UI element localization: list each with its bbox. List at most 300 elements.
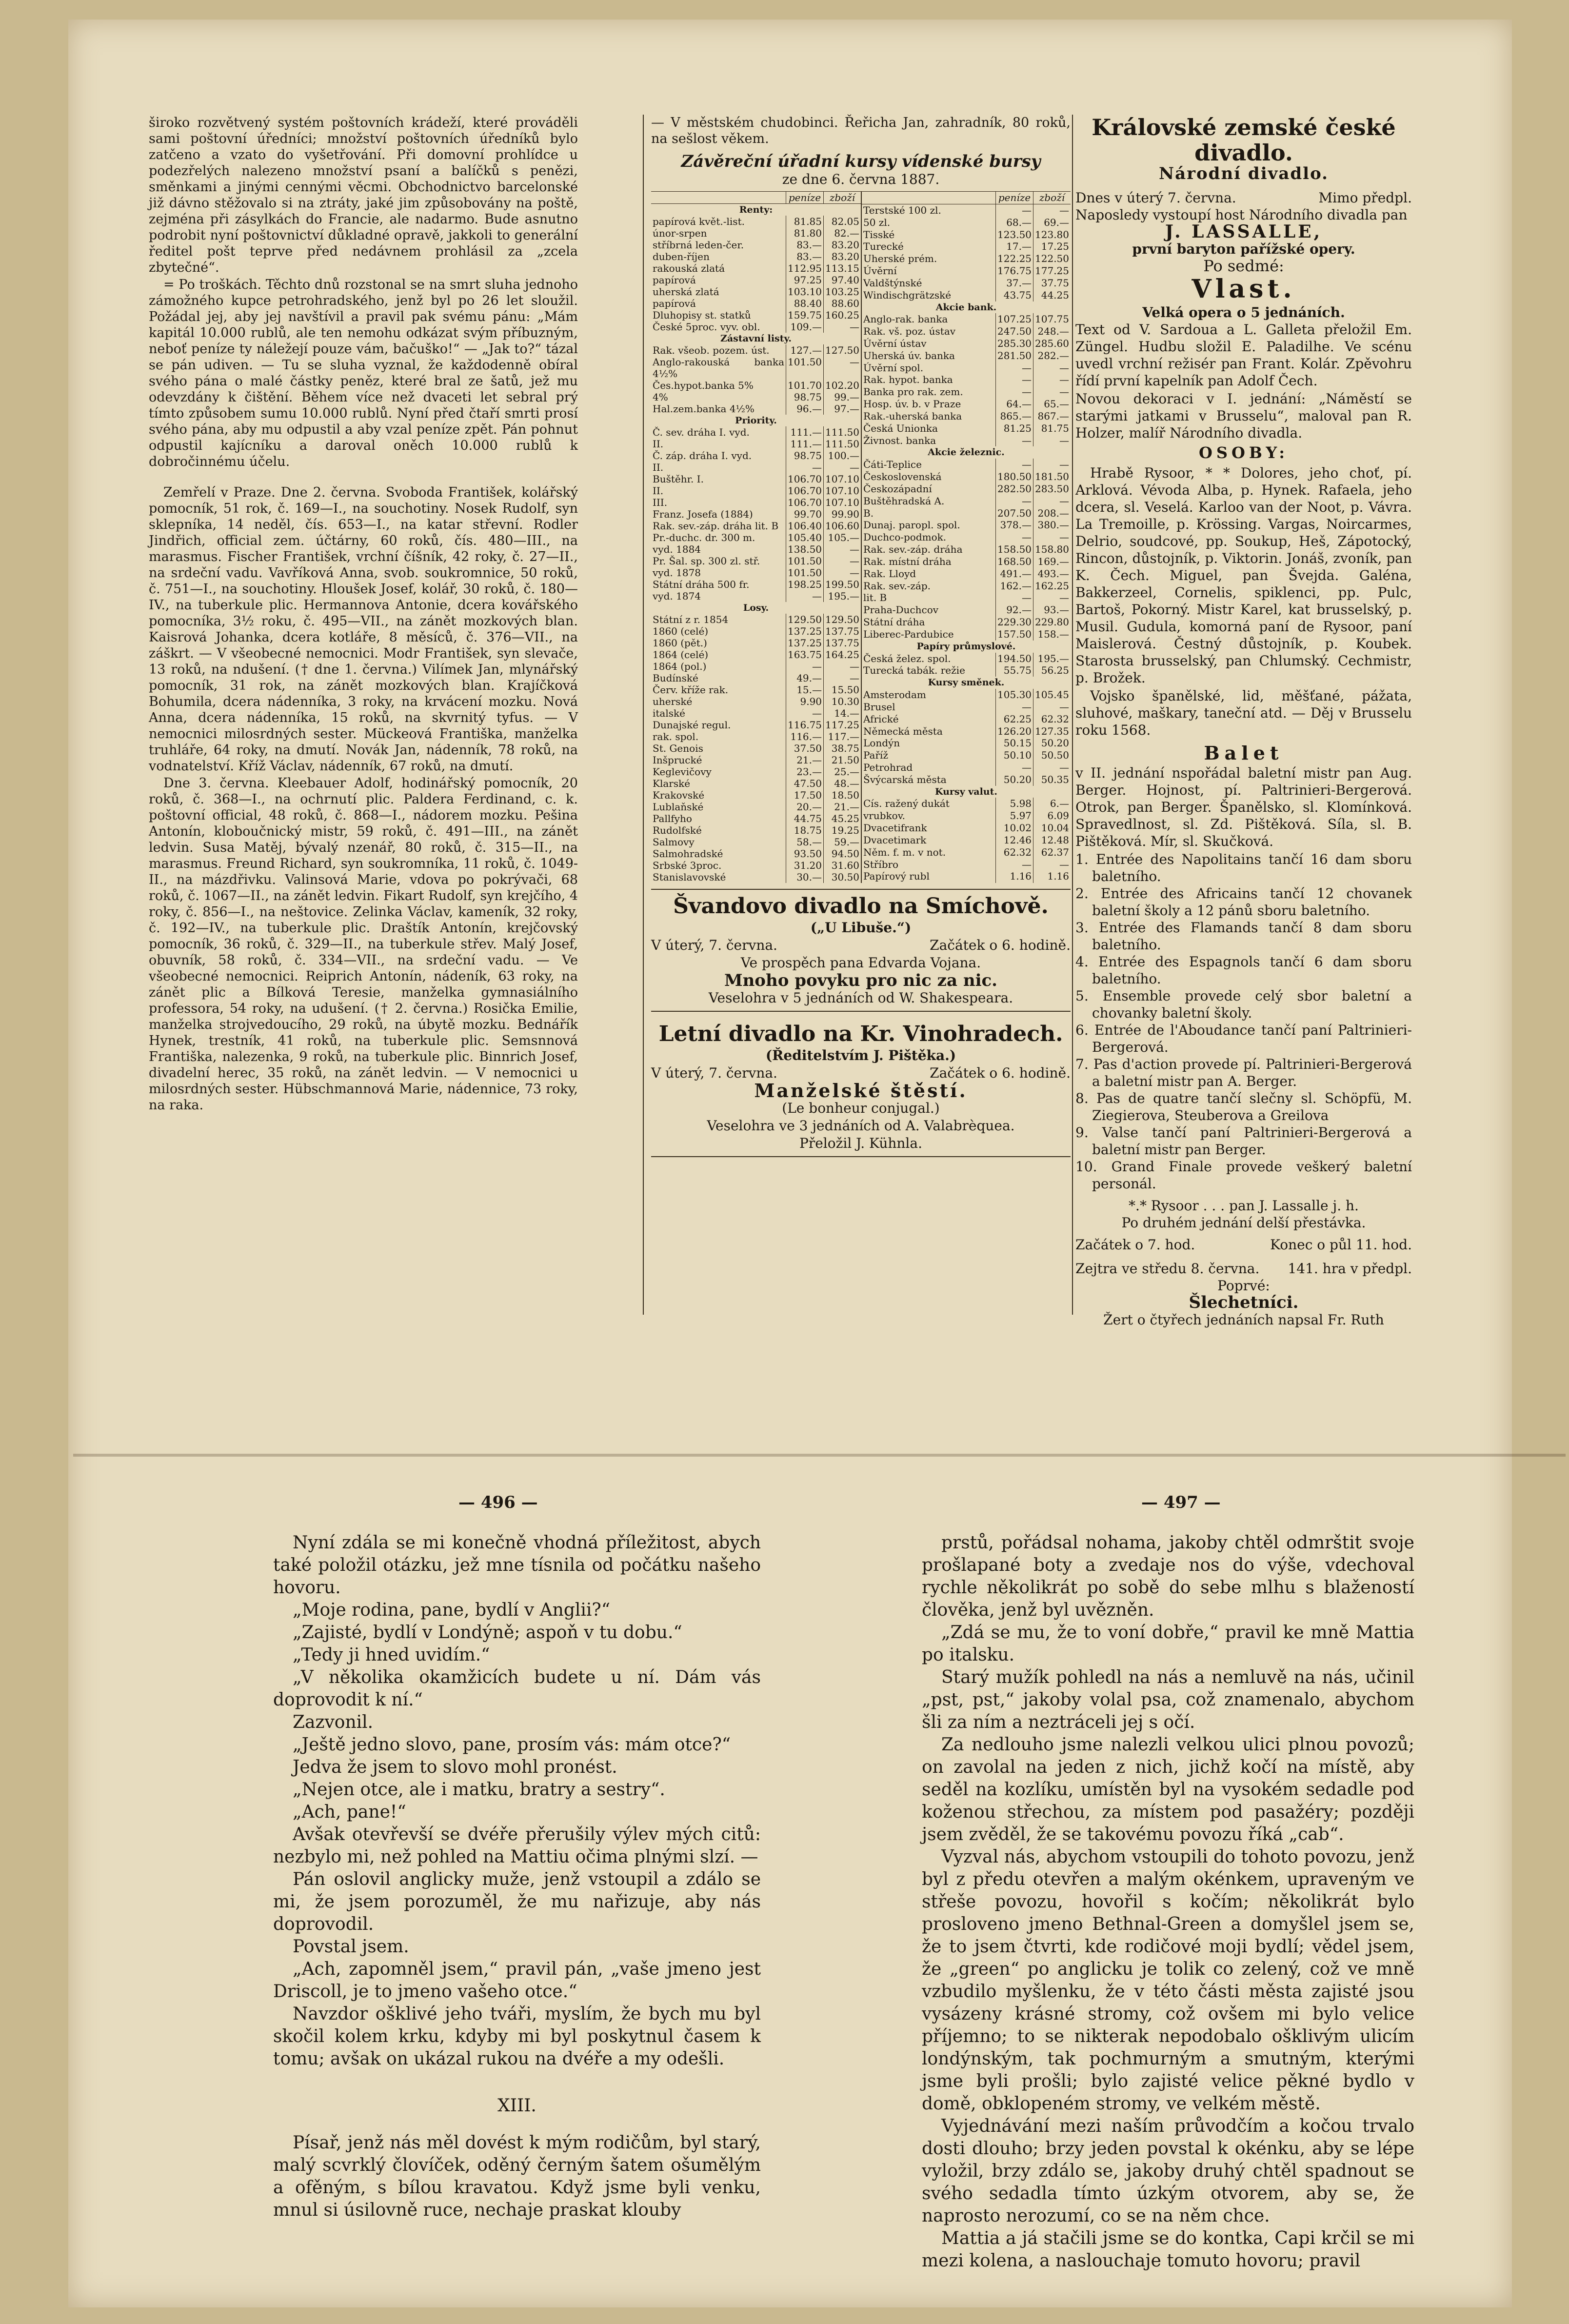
stock-row [651, 543, 861, 555]
stock-money: 47.50 [786, 778, 824, 789]
theatre-title: Královské zemské české divadlo. [1092, 114, 1396, 166]
novel-paragraph: Písař, jenž nás měl dovést k mým rodičům, byl starý, malý scvrklý človíček, oděný černým šatem ošumělým a ofěným, s bílou kravatou. Když jsme byli venku, mnul si úsilovně ruce, nechaje praskat klouby [273, 2133, 761, 2220]
stock-row [651, 813, 861, 824]
stock-goods: 493.— [1033, 568, 1071, 580]
stock-goods: 94.50 [824, 848, 861, 860]
stock-row [861, 253, 1071, 265]
stock-row [651, 754, 861, 766]
stock-goods: 69.— [1033, 217, 1071, 229]
stock-goods: 867.— [1033, 410, 1071, 422]
stock-money: — [996, 859, 1033, 871]
stock-goods: 82.05 [824, 216, 861, 227]
next-desc: Žert o čtyřech jednáních napsal Fr. Ruth [1103, 1312, 1384, 1328]
stock-name: Inšprucké [653, 754, 702, 766]
stock-date: ze dne 6. června 1887. [782, 171, 940, 187]
performance-count: Po sedmé: [1203, 257, 1284, 275]
stock-goods: 105.45 [1033, 689, 1071, 701]
deaths-article-2: Dne 3. června. Kleebauer Adolf, hodinářský pomocník, 20 roků, č. 368—I., na ochrnutí plic. Paldera Ferdinand, c. k. poštovní official, 48 roků, č. 868—I., nádorem mozku. Pešina Antonín, kloboučnický mistr, 59 roků, č. 491—III., na zánět ledvin. Susa Matěj, bývalý nzenář, 80 roků, č. 315—II., na marasmus. Freund Richard, syn soukromníka, 11 roků, č. 1049-II., na mázdřivku. Valinsová Marie, vdova po pokrývači, 68 roků, č. 1067—II., na zánět ledvin. Fikart Rudolf, syn krejčího, 4 roky, č. 856—I., na neštovice. Zelinka Václav, kameník, 32 roky, č. 192—IV., na tuberkule plic. Draštík Antonín, krejčovský pomocník, 36 roků, č. 329—II., na tuberkule střev. Malý Josef, obuvník, 58 roků, č. 334—VII., na srdeční vadu. — Ve všeobecné nemocnici. Reiprich Antonín, nádeník, 63 roky, na zánět plic a Bílková Teresie, manželka gymnasiálního professora, 54 roky, na udušení. († 2. června.) Rosička Emilie, manželka strojvedoucího, 29 roků, na úbytě mozku. Bednářík Hynek, trestník, 41 roků, na tuberkule plic. Semsnnová Františka, nalezenka, 9 roků, na tuberkule plic. Binnrich Josef, divadelní herec, 35 roků, na zánět ledvin. — V nemocnici u milosrdných sester. Hübschmannová Marie, nádennice, 73 roky, na raka. [149, 776, 578, 1113]
guest-desc: první baryton pařížské opery. [1132, 241, 1355, 257]
stock-row [651, 356, 861, 380]
stock-row [861, 664, 1071, 677]
stock-row [651, 426, 861, 438]
stock-goods: 111.50 [824, 438, 861, 450]
rysoor-note: *.* Rysoor . . . pan J. Lassalle j. h. [1129, 1198, 1359, 1214]
stock-goods: 97.— [824, 403, 861, 415]
stock-row [651, 696, 861, 707]
stock-money: 58.— [786, 836, 824, 848]
ballet-intro: v II. jednání nspořádal baletní mistr pan Aug. Berger. Hojnost, pí. Paltrinieri-Bergerová. Otrok, pan Berger. Španělsko, sl. Klomínková. Spravedlnost, sl. Zd. Pištěková. Síla, sl. B. Pištěková. Mír, sl. Skučková. [1075, 765, 1412, 849]
stock-name: Úvěrní spol. [863, 361, 924, 374]
stock-row [651, 590, 861, 602]
novel-paragraph: Vyzval nás, abychom vstoupili do tohoto povozu, jenž byl z předu otevřen a malým okénkem, upraveným ve střeše povozu, hovořil s kočím; několikrát bylo prosloveno jmeno Bethnal-Green a domyšlel jsem se, že to jsem čtvrti, kde rodičové moji bydlí; vědel jsem, že „green“ po anglicku je tolik co zelený, což ve mně vzbudilo myšlenku, že v této části města zajisté jsou vysázeny krásné stromy, což ovšem mi bylo velice příjemno; to se nikterak nepodobalo ošklivým ulicím londýnským, tak pochmurným a smutným, kterými jsme byli prošli; bylo zajisté velice pěkné bydlo v domě, obklopeném stromy, ve velkém městě. [922, 1847, 1414, 2114]
news-column-middle [651, 115, 1071, 1157]
stock-name: papírová [653, 298, 696, 309]
ballet-item: 2. Entrée des Africains tančí 12 chovanek baletní školy a 12 pánů sboru baletního. [1075, 885, 1412, 919]
stock-goods: 38.75 [824, 742, 861, 754]
novel-paragraph: „Tedy ji hned uvidím.“ [293, 1645, 490, 1665]
stock-name: Salmovy [653, 836, 695, 848]
stock-name: Pr.-duchc. dr. 300 m. [653, 532, 755, 543]
stock-row [651, 508, 861, 520]
stock-name: II. [653, 485, 664, 497]
stock-name: Uherské prém. [863, 253, 937, 265]
stock-row [861, 277, 1071, 289]
svandovo-start: Začátek o 6. hodině. [930, 937, 1071, 953]
stock-row [861, 289, 1071, 301]
stock-money: — [996, 761, 1033, 774]
stock-goods: 103.25 [824, 286, 861, 298]
stock-goods: — [824, 567, 861, 579]
stock-goods: 158.80 [1033, 543, 1071, 556]
stock-money: — [996, 374, 1033, 386]
stock-name: Srbské 3proc. [653, 860, 722, 871]
stock-row [651, 579, 861, 590]
ballet-item: 4. Entrée des Espagnols tančí 6 dam sboru baletního. [1075, 954, 1412, 987]
stock-money: 865.— [996, 410, 1033, 422]
svandovo-when: V úterý, 7. června. [651, 937, 777, 953]
stock-row [651, 625, 861, 637]
novel-paragraph: Jedva že jsem to slovo mohl pronést. [293, 1757, 617, 1777]
news-column-left [149, 115, 578, 1114]
stock-name: Rak.-uherská banka [863, 410, 962, 422]
stock-money: 106.40 [786, 520, 824, 532]
stock-money: 62.25 [996, 713, 1033, 725]
stock-money: 20.— [786, 801, 824, 813]
stock-name: Anglo-rak. banka [863, 313, 948, 325]
letni-start: Začátek o 6. hodině. [930, 1065, 1071, 1081]
stock-money: 106.70 [786, 473, 824, 485]
stock-row [651, 649, 861, 661]
stock-name: II. [653, 438, 664, 450]
novel-paragraph: Pán oslovil anglicky muže, jenž vstoupil a zdálo se mi, že jsem porozuměl, že mu nařizuje, aby nás doprovodil. [273, 1869, 761, 1934]
stock-goods: — [824, 543, 861, 555]
stock-name: III. [653, 497, 668, 508]
stock-name: Tisské [863, 228, 895, 240]
stock-goods: 18.50 [824, 789, 861, 801]
stock-money: 21.— [786, 754, 824, 766]
stock-goods: — [1033, 701, 1071, 713]
stock-row [651, 520, 861, 532]
tomorrow-date: Zejtra ve středu 8. června. [1075, 1261, 1260, 1277]
stock-goods: 62.32 [1033, 713, 1071, 725]
stock-row [651, 403, 861, 415]
stock-row [861, 774, 1071, 786]
start-time: Začátek o 7. hod. [1075, 1237, 1195, 1253]
stock-name: B. [863, 507, 874, 519]
stock-row [861, 859, 1071, 871]
column-rule-1 [643, 115, 644, 1315]
stock-row [861, 653, 1071, 665]
stock-name: Lublaňské [653, 801, 704, 813]
stock-name: 1860 (pět.) [653, 637, 707, 649]
stock-name: Č. sev. dráha I. vyd. [653, 426, 750, 438]
stock-row [861, 641, 1071, 653]
stock-goods: 107.10 [824, 485, 861, 497]
stock-goods: 6.09 [1033, 810, 1071, 822]
stock-goods: 83.20 [824, 251, 861, 262]
stock-goods: — [1033, 592, 1071, 604]
stock-row [861, 725, 1071, 738]
stock-goods: — [824, 555, 861, 567]
stock-money: 50.15 [996, 737, 1033, 749]
tomorrow-note: 141. hra v předpl. [1288, 1261, 1412, 1277]
stock-goods: 111.50 [824, 426, 861, 438]
stock-row [651, 391, 861, 403]
stock-goods: 65.— [1033, 398, 1071, 410]
stock-money: 5.98 [996, 798, 1033, 810]
stock-money: 92.— [996, 604, 1033, 616]
stock-row [861, 677, 1071, 689]
novel-paragraph: „Ach, zapomněl jsem,“ pravil pán, „vaše jmeno jest Driscoll, je to jmeno vašeho otce.“ [273, 1959, 761, 2002]
stock-goods: 83.20 [824, 239, 861, 251]
stock-goods: 25.— [824, 766, 861, 778]
stock-name: Rak. hypot. banka [863, 374, 953, 386]
cast-list: Hrabě Rysoor, * * Dolores, jeho choť, pí. Arklová. Vévoda Alba, p. Hynek. Rafaela, jeho dcera, sl. Veselá. Karloo van der Noot, p. Vávra. La Tremoille, p. Krössing. Vargas, Noircarmes, Delrio, soudcové, pp. Soukup, Heš, Zápotocký, Rincon, důstojník, p. Viktorin. Jonáš, zvoník, pan K. Čech. Miguel, pan Švejda. Galéna, Bakkerzeel, Cornelis, spiklenci, pp. Pulc, Bartoš, Pokorný. Mistr Karel, kat brusselský, p. Musil. Gudula, komorná paní de Rysoor, paní Maislerová. Čestný důstojník, p. Koubek. Starosta brusselský, pan Chlumský. Cechmistr, p. Brožek. [1075, 465, 1412, 686]
stock-row [861, 810, 1071, 822]
stock-money: 112.95 [786, 262, 824, 274]
stock-goods: 97.40 [824, 274, 861, 286]
stock-money: 83.— [786, 239, 824, 251]
stock-row [651, 473, 861, 485]
stock-row [861, 301, 1071, 314]
stock-money: 137.25 [786, 625, 824, 637]
stock-money: — [786, 461, 824, 473]
stock-name: Pallfyho [653, 813, 692, 824]
stock-goods: — [824, 356, 861, 380]
stock-goods: 62.37 [1033, 846, 1071, 859]
stock-money: 68.— [996, 217, 1033, 229]
postal-theft-article: široko rozvětvený systém poštovních krádeží, které prováděli sami poštovní úředníci; množství poštovních úředníků bylo zatčeno a vzato do vyšetřování. Při domovní prohlídce u podezřelých nalezeno množství psaní a balíčků s penězi, směnkami a jinými cennými věcmi. Obchodnictvo barcelonské již dávno stěžovalo si na ztráty, jaké jim způsobovány na poště, zejména při zásylkách do Francie, ale nadarmo. Bude asnutno podrobit nyní poštovnictví důkladné opravě, jakkoli to generální ředitel pošt teprve před nedávnem prohlásil za „zcela zbytečné“. [149, 115, 578, 275]
stock-row [651, 672, 861, 684]
stock-row [651, 309, 861, 321]
stock-row [861, 870, 1071, 883]
stock-goods: 123.80 [1033, 229, 1071, 241]
stock-name: rak. spol. [653, 731, 699, 742]
stock-money: — [786, 661, 824, 672]
stock-money: 83.— [786, 251, 824, 262]
stock-row [651, 661, 861, 672]
stock-goods: 169.— [1033, 556, 1071, 568]
stock-money: 98.75 [786, 450, 824, 461]
stock-row [861, 749, 1071, 761]
stock-goods: 283.50 [1033, 483, 1071, 495]
stock-row [861, 338, 1071, 350]
stock-name: Franz. Josefa (1884) [653, 508, 753, 520]
stock-name: duben-říjen [653, 251, 710, 262]
stock-money: 81.85 [786, 216, 824, 227]
stock-money: 106.70 [786, 485, 824, 497]
stock-goods: — [1033, 374, 1071, 386]
stock-money: 285.30 [996, 338, 1033, 350]
stock-name: uherské [653, 696, 693, 707]
stock-goods: 285.60 [1033, 338, 1071, 350]
stock-money: 103.10 [786, 286, 824, 298]
stock-row [651, 789, 861, 801]
stock-name: vyd. 1884 [653, 543, 701, 555]
stock-row [861, 846, 1071, 859]
page-number-left: — 496 — [458, 1493, 538, 1512]
stock-name: Švýcarská města [863, 773, 947, 785]
stock-name: Dunaj. paropl. spol. [863, 519, 960, 531]
stock-goods: 107.10 [824, 497, 861, 508]
stock-money: — [996, 531, 1033, 543]
stock-row [861, 834, 1071, 846]
stock-money: 81.80 [786, 227, 824, 239]
stock-name: Česká Unionka [863, 422, 938, 434]
novel-paragraph: „Nejen otce, ale i matku, bratry a sestry“. [293, 1780, 665, 1800]
stock-goods: 44.25 [1033, 289, 1071, 301]
stock-name: Anglo-rakouská banka 4½% [653, 356, 785, 380]
stock-name: Červ. kříže rak. [653, 684, 729, 696]
stock-row [651, 707, 861, 719]
stock-name: Čáti-Teplice [863, 459, 922, 471]
stock-name: Salmohradské [653, 848, 723, 860]
stock-row [651, 602, 861, 614]
stock-goods: 19.25 [824, 824, 861, 836]
stock-goods: — [1033, 761, 1071, 774]
cast-heading: OSOBY: [1198, 443, 1289, 462]
novel-paragraph: Zazvonil. [293, 1712, 374, 1732]
stock-goods: 93.— [1033, 604, 1071, 616]
stock-row [861, 204, 1071, 216]
stock-row [651, 719, 861, 731]
ballet-item: 7. Pas d'action provede pí. Paltrinieri-Bergerová a baletní mistr pan A. Berger. [1075, 1056, 1412, 1089]
ballet-heading: Balet [1204, 742, 1284, 764]
stock-goods: 100.— [824, 450, 861, 461]
stock-row [861, 556, 1071, 568]
stock-money: 99.70 [786, 508, 824, 520]
poorhouse-note: — V městském chudobinci. Řeřicha Jan, zahradník, 80 roků, na sešlost věkem. [651, 115, 1071, 146]
stock-goods: 17.25 [1033, 240, 1071, 253]
stock-goods: 162.25 [1033, 580, 1071, 592]
stock-name: Terstské 100 zl. [863, 204, 941, 216]
stock-money: 96.— [786, 403, 824, 415]
stock-goods: — [1033, 495, 1071, 507]
stock-row [651, 860, 861, 871]
stock-money: 15.— [786, 684, 824, 696]
stock-money: 126.20 [996, 725, 1033, 738]
stock-name: Rak. Lloyd [863, 567, 916, 580]
stock-name: Petrohrad [863, 761, 913, 773]
stock-name: Pr. Šal. sp. 300 zl. stř. [653, 555, 760, 567]
stock-name: Dvacetifrank [863, 822, 927, 834]
stock-name: Windischgrätzské [863, 289, 952, 301]
stock-name: Keglevičovy [653, 766, 712, 778]
stock-row [651, 262, 861, 274]
stock-row [861, 592, 1071, 604]
stock-goods: 15.50 [824, 684, 861, 696]
stock-money: 43.75 [996, 289, 1033, 301]
letni-title: Letní divadlo na Kr. Vinohradech. [658, 1022, 1063, 1046]
stock-money: 49.— [786, 672, 824, 684]
stock-goods: 113.15 [824, 262, 861, 274]
stock-name: papírová [653, 274, 696, 286]
svandovo-play: Mnoho povyku pro nic za nic. [724, 971, 998, 990]
stock-name: rakouská zlatá [653, 262, 725, 274]
stock-goods: 199.50 [824, 579, 861, 590]
stock-row [651, 286, 861, 298]
stock-row [651, 731, 861, 742]
stock-money: 123.50 [996, 229, 1033, 241]
stock-name: únor-srpen [653, 227, 707, 239]
stock-money: 1.16 [996, 870, 1033, 883]
stock-name: St. Genois [653, 742, 703, 754]
stock-goods: 106.60 [824, 520, 861, 532]
stock-name: 1860 (celé) [653, 625, 709, 637]
stock-row [651, 848, 861, 860]
stock-name: Buštěhradská A. [863, 495, 945, 507]
stock-name: Turecké [863, 240, 904, 253]
stock-money: 281.50 [996, 350, 1033, 362]
stock-goods: 81.75 [1033, 422, 1071, 435]
novel-paragraph: Starý mužík pohledl na nás a nemluvě na nás, učinil „pst, pst,“ jakoby volal psa, což znamenalo, abychom šli za ním a neztráceli jej s očí. [922, 1667, 1414, 1732]
stock-row [651, 485, 861, 497]
stock-row [861, 713, 1071, 725]
stock-name: Rak. sev.-záp. [863, 580, 931, 592]
play-credits: Text od V. Sardoua a L. Galleta přeložil Em. Züngel. Hudbu složil E. Paladilhe. Ve scénu uvedl vrchní režisér pan Frant. Kolár. Zpěvohru řídí první kapelník pan Adolf Čech. [1075, 321, 1412, 389]
stock-name: Úvěrní [863, 265, 897, 277]
stock-money: 105.30 [996, 689, 1033, 701]
stock-goods: 48.— [824, 778, 861, 789]
stock-row [861, 325, 1071, 338]
stock-row [861, 386, 1071, 398]
stock-row [651, 555, 861, 567]
stock-row [861, 543, 1071, 556]
stock-goods: 107.10 [824, 473, 861, 485]
letni-trans: Přeložil J. Kühnla. [799, 1135, 922, 1151]
stock-money: 116.75 [786, 719, 824, 731]
stock-name: vyd. 1878 [653, 567, 701, 579]
stock-goods: — [824, 661, 861, 672]
stock-money: 31.20 [786, 860, 824, 871]
stock-money: 98.75 [786, 391, 824, 403]
stock-goods: 137.75 [824, 625, 861, 637]
stock-goods: 127.50 [824, 344, 861, 356]
stock-money: 247.50 [996, 325, 1033, 338]
stock-name: Liberec-Pardubice [863, 628, 954, 640]
stock-row [651, 227, 861, 239]
stock-row [861, 519, 1071, 531]
stock-money: — [996, 204, 1033, 216]
stock-row [861, 229, 1071, 241]
novel-paragraph: „Moje rodina, pane, bydlí v Anglii?“ [293, 1600, 611, 1620]
stock-money: 17.— [996, 240, 1033, 253]
stock-goods: 21.— [824, 801, 861, 813]
stock-row [651, 778, 861, 789]
stock-money: 18.75 [786, 824, 824, 836]
novel-paragraph: „Ach, pane!“ [293, 1802, 406, 1822]
stock-goods: — [1033, 362, 1071, 374]
stock-money: 88.40 [786, 298, 824, 309]
stock-name: vyd. 1874 [653, 590, 701, 602]
stock-money: — [996, 592, 1033, 604]
stock-goods: 122.50 [1033, 253, 1071, 265]
stock-name: stříbrná leden-čer. [653, 239, 744, 251]
stock-name: Českozápadní [863, 482, 932, 495]
stock-name: Zástavní listy. [720, 333, 792, 344]
stock-row [861, 374, 1071, 386]
novel-paragraph: „Zajisté, bydlí v Londýně; aspoň v tu dobu.“ [293, 1623, 682, 1643]
trosky-article: = Po troškách. Těchto dnů rozstonal se na smrt sluha jednoho zámožného kupce petrohradského, jenž byl po 26 let sloužil. Požádal jej, aby jej navštívil a pravil pak svému pánu: „Mám kapitál 10.000 rublů, ale ten nemohu odkázat svým příbuzným, neboť peníze ty náležejí pouze vám, bačuško!“ — „Jak to?“ tázal se pán udiven. — Tu se sluha vyznal, že každodenně obíral svého pána o malé částky peněz, které bral ze šatů, jež mu odevzdány k čištění. Během více než dvaceti let sebral prý tímto způsobem sumu 10.000 rublů. Nyní před čtaří smrti prosí svého pána, aby mu odpustil a aby vzal peníze zpět. Pán pohnut odpustil kajícníku a daroval oněch 10.000 rublů k dobročinnému účelu. [149, 277, 578, 469]
stock-money: — [996, 362, 1033, 374]
stock-name: Uherská úv. banka [863, 349, 955, 361]
stock-goods: 177.25 [1033, 265, 1071, 277]
stock-goods: 105.— [824, 532, 861, 543]
theatre-subtitle: Národní divadlo. [1158, 164, 1329, 183]
stock-money: 37.— [996, 277, 1033, 289]
stock-goods: 59.— [824, 836, 861, 848]
stock-money: 282.50 [996, 483, 1033, 495]
stock-row [861, 568, 1071, 580]
stock-name: Dunajské regul. [653, 719, 731, 731]
stock-goods: 195.— [1033, 653, 1071, 665]
stock-row [861, 798, 1071, 810]
stock-name: Rak. všeob. pozem. úst. [653, 344, 770, 356]
stock-money: 111.— [786, 438, 824, 450]
novel-paragraph: Nyní zdála se mi konečně vhodná příležitost, abych také položil otázku, jež mne tísnila od počátku našeho hovoru. [273, 1533, 761, 1598]
stock-goods: — [1033, 459, 1071, 471]
stock-name: Valdštýnské [863, 277, 922, 289]
stock-row [861, 495, 1071, 507]
svandovo-benefit: Ve prospěch pana Edvarda Vojana. [740, 955, 981, 971]
stock-name: Kursy valut. [934, 786, 998, 797]
ballet-item: 8. Pas de quatre tančí slečny sl. Schöpfü, M. Ziegierova, Steuberova a Greilova [1075, 1090, 1412, 1123]
stock-goods: 82.— [824, 227, 861, 239]
stock-name: Papíry průmyslové. [916, 641, 1016, 652]
stock-name: Banka pro rak. zem. [863, 386, 963, 398]
stock-money: 194.50 [996, 653, 1033, 665]
stock-money: — [786, 707, 824, 719]
stock-row [651, 532, 861, 543]
stock-money: 23.— [786, 766, 824, 778]
stock-row [651, 614, 861, 625]
stock-name: Č. záp. dráha I. vyd. [653, 450, 752, 461]
stock-row [861, 604, 1071, 616]
stock-money: 198.25 [786, 579, 824, 590]
stock-goods: — [824, 321, 861, 333]
stock-money: 44.75 [786, 813, 824, 824]
stock-name: Losy. [743, 602, 769, 613]
ballet-item: 6. Entrée de l'Aboudance tančí paní Paltrinieri-Bergerová. [1075, 1022, 1412, 1055]
stock-money: 491.— [996, 568, 1033, 580]
stock-row [861, 507, 1071, 520]
stock-row [651, 637, 861, 649]
stock-goods: 50.50 [1033, 749, 1071, 761]
ballet-item: 1. Entrée des Napolitains tančí 16 dam sboru baletního. [1075, 851, 1412, 884]
novel-paragraph: Navzdor ošklivé jeho tváři, myslím, že bych mu byl skočil kolem krku, kdyby mi byl poskytnul časem k tomu; avšak on ukázal rukou na dvéře a my odešli. [273, 2004, 761, 2069]
novel-paragraph: Mattia a já stačili jsme se do kontka, Capi krčil se mi mezi kolena, a naslouchaje tomuto hovoru; pravil [922, 2228, 1414, 2271]
show-date: Dnes v úterý 7. června. [1075, 190, 1236, 206]
